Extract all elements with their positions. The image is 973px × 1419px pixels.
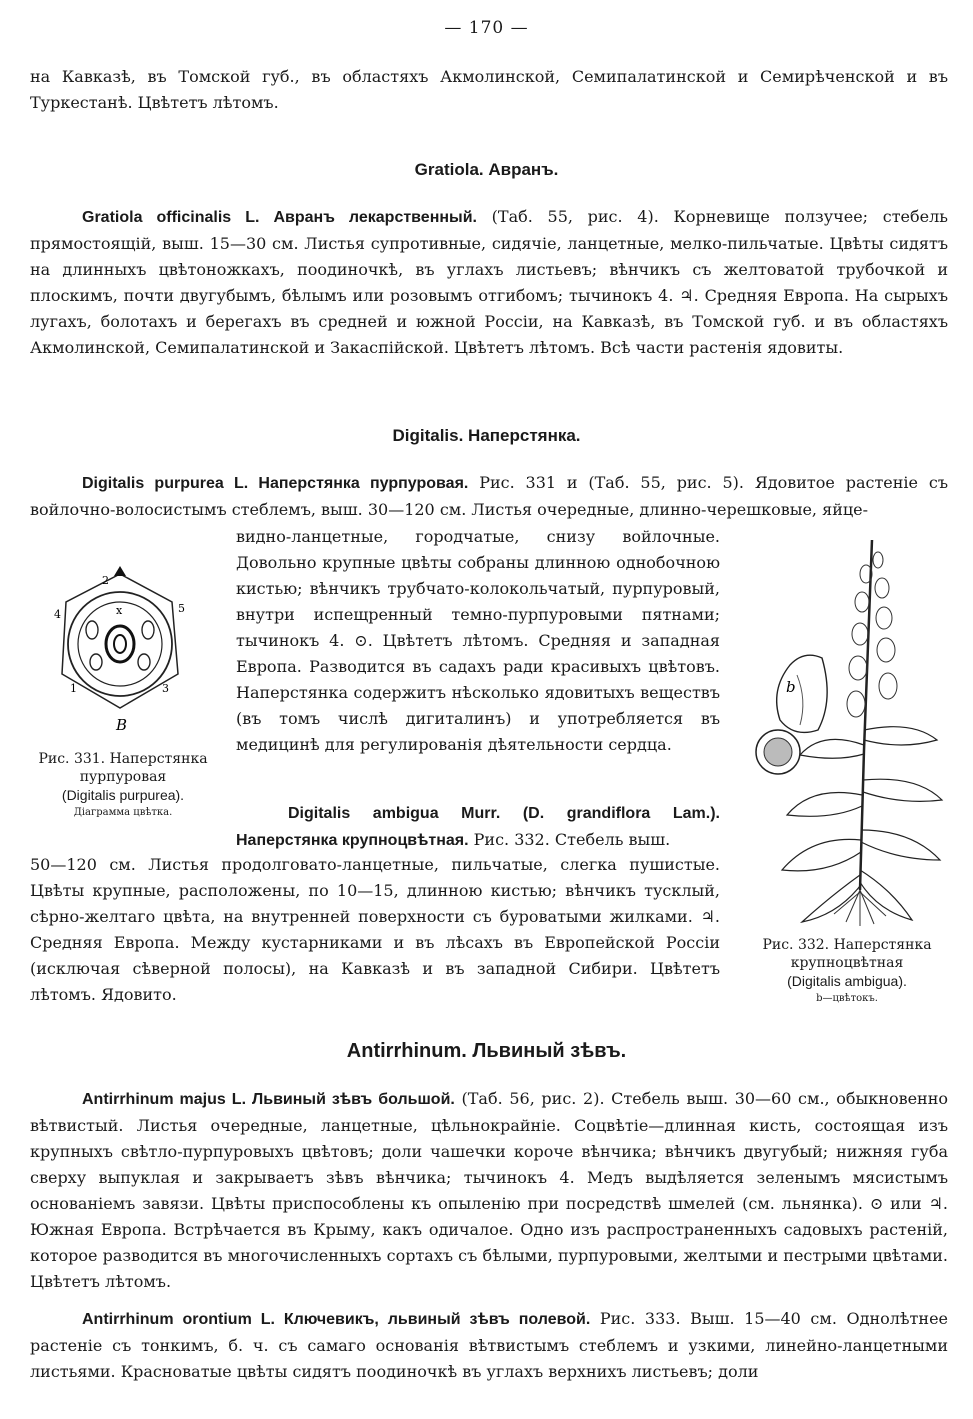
orontium-species-name: Antirrhinum orontium L. Ключевикъ, львиный зѣвъ полевой.: [82, 1311, 591, 1328]
calyx-outline: [62, 574, 178, 708]
diagram-mark: x: [116, 604, 123, 617]
purpurea-species-name: Digitalis purpurea L. Наперстянка пурпуровая.: [82, 475, 469, 492]
ambigua-column-paragraph: [236, 800, 720, 854]
stamen: [142, 621, 154, 639]
gratiola-text: (Таб. 55, рис. 4). Корневище ползучее; стебель прямостоящій, выш. 15—30 см. Листья супротивные, сидячіе, ланцетные, мелко-пильчатые. Цвѣты сидятъ на длинныхъ цвѣтоножкахъ, поодиночкѣ, въ углахъ листьевъ; вѣнчикъ съ желтоватой трубочкой и плоскимъ, почти двугубымъ, бѣлымъ или розовымъ отгибомъ; тычинокъ 4. ♃. Средняя Европа. На сырыхъ лугахъ, болотахъ и берегахъ въ средней и южной Россіи, на Кавказѣ, въ Томской губ. и въ областяхъ Акмолинской, Семипалатинской и Закаспійской. Цвѣтетъ лѣтомъ. Всѣ части растенія ядовиты.: [30, 207, 949, 357]
gratiola-heading: Gratiola. Авранъ.: [414, 160, 559, 179]
axis-marker: [114, 566, 126, 576]
fig331-caption-small: Діаграмма цвѣтка.: [73, 807, 173, 818]
fig332-caption-line2: крупноцвѣтная: [790, 955, 904, 971]
diagram-mark: 3: [162, 682, 169, 695]
orontium-paragraph: [30, 1306, 948, 1410]
floral-diagram-figure: [40, 562, 200, 732]
purpurea-lead-text: Рис. 331 и (Таб. 55, рис. 5). Ядовитое растеніе съ войлочно-волосистымъ стеблемъ, выш. 30—120 см. Листья очередные, длинно-черешковые, яйце-: [30, 473, 948, 519]
page-number: — 170 —: [444, 18, 529, 38]
figure-letter: B: [116, 716, 128, 732]
majus-species-name: Antirrhinum majus L. Львиный зѣвъ большой.: [82, 1091, 455, 1108]
flower-spike: [847, 552, 897, 717]
diagram-mark: 2: [102, 574, 109, 587]
ambigua-column-text: Рис. 332. Стебель выш.: [468, 830, 671, 849]
majus-text: (Таб. 56, рис. 2). Стебель выш. 30—60 см., обыкновенно вѣтвистый. Листья очередные, ланцетные, цѣльнокрайніе. Соцвѣтіе—длинная кисть, состоящая изъ крупныхъ свѣтло-пурпуровыхъ цвѣтовъ; доли чашечки короче вѣнчика; вѣнчикъ двугубый; нижняя губа сверху выпуклая и закрываетъ зѣвъ вѣнчика; тычинокъ 4. Медъ выдѣляется зеленымъ мясистымъ основаніемъ завязи. Цвѣты приспособлены къ опыленію при посредствѣ шмелей (см. льнянка). ⊙ или ♃. Южная Европа. Встрѣчается въ Крыму, какъ одичалое. Одно изъ распространенныхъ садовыхъ растеній, которое разводится въ многочисленныхъ сортахъ съ бѣлыми, пурпуровыми, желтыми и пестрыми цвѣтами. Цвѣтетъ лѣтомъ.: [30, 1089, 949, 1291]
figure-letter: b: [786, 678, 796, 696]
gratiola-paragraph: [30, 204, 948, 361]
plant-roots: [834, 890, 886, 926]
stamen: [138, 654, 150, 670]
ovary-core: [114, 635, 126, 653]
fig332-caption-small: b—цвѣтокъ.: [816, 993, 878, 1004]
flower-detail: [756, 655, 827, 774]
fig331-caption-latin: (Digitalis purpurea).: [61, 787, 185, 803]
ambigua-paragraph: 50—120 см. Листья продолговато-ланцетные, пильчатые, слегка пушистые. Цвѣты крупные, расположены, по 10—15, длинною кистью; вѣнчикъ тусклый, сѣрно-желтаго цвѣта, на внутренней поверхности съ буроватыми жилками. ♃. Средняя Европа. Между кустарниками и въ лѣсахъ въ Европейской Россіи (исключая сѣверной полосы), на Кавказѣ и въ западной Сибири. Цвѣтетъ лѣтомъ. Ядовито.: [30, 855, 720, 1004]
purpurea-lead-paragraph: [30, 470, 948, 522]
purpurea-column-text: видно-ланцетные, городчатые, снизу войлочные. Довольно крупные цвѣты собраны длинною однобочною кистью; вѣнчикъ трубчато-колокольчатый, пурпуровый, внутри испещренный темно-пурпуровыми пятнами; тычинокъ 4. ⊙. Цвѣтетъ лѣтомъ. Средняя и западная Европа. Разводится въ садахъ ради красивыхъ цвѣтовъ. Наперстянка содержитъ нѣсколько ядовитыхъ веществъ (въ томъ числѣ дигиталинъ) и употребляется въ медицинѣ для регулированія дѣятельности сердца.: [236, 527, 720, 754]
fig332-caption-line1: Рис. 332. Наперстянка: [762, 937, 932, 953]
majus-paragraph: [30, 1086, 948, 1295]
stamen: [90, 654, 102, 670]
ovary: [106, 626, 134, 662]
fig332-caption-latin: (Digitalis ambigua).: [787, 973, 907, 989]
stamen: [86, 621, 98, 639]
antirrhinum-heading: Antirrhinum. Львиный зѣвъ.: [346, 1040, 627, 1062]
digitalis-heading: Digitalis. Наперстянка.: [392, 426, 581, 445]
fig331-caption-line1: Рис. 331. Наперстянка: [38, 751, 208, 767]
diagram-mark: 1: [70, 682, 77, 695]
fig331-caption: [18, 750, 228, 822]
fig331-caption-line2: пурпуровая: [79, 769, 167, 785]
foxglove-illustration: [742, 530, 952, 930]
intro-paragraph: на Кавказѣ, въ Томской губ., въ областяхъ Акмолинской, Семипалатинской и Семирѣченской и въ Туркестанѣ. Цвѣтетъ лѣтомъ.: [30, 67, 948, 112]
fig332-caption: [742, 936, 952, 1008]
diagram-mark: 5: [178, 602, 185, 615]
gratiola-species-name: Gratiola officinalis L. Авранъ лекарственный.: [82, 209, 477, 226]
orontium-text: Рис. 333. Выш. 15—40 см. Однолѣтнее растеніе съ тонкимъ, б. ч. съ самаго основанія вѣтвистымъ стеблемъ и узкими, линейно-ланцетными листьями. Красноватые цвѣты сидятъ поодиночкѣ въ углахъ верхнихъ листьевъ; доли: [30, 1309, 948, 1381]
ambigua-species-name: Digitalis ambigua Murr. (D. grandiflora Lam.). Наперстянка крупноцвѣтная.: [236, 805, 720, 849]
diagram-mark: 4: [54, 608, 61, 621]
